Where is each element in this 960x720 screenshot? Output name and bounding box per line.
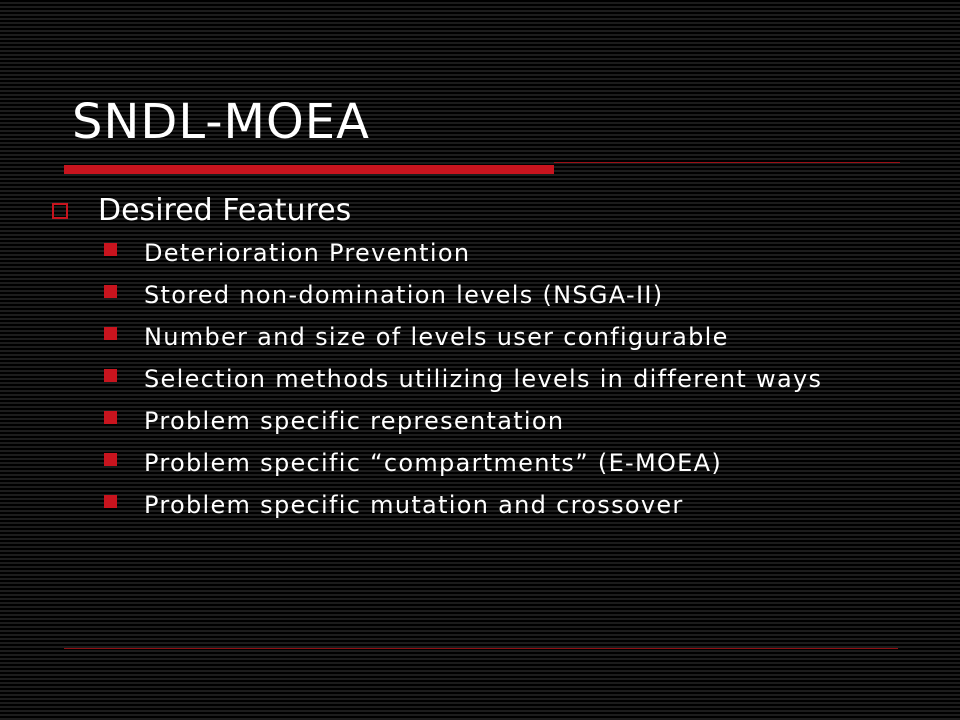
list-item-text: Problem specific representation xyxy=(144,407,565,435)
list-item-text: Stored non-domination levels (NSGA-II) xyxy=(144,281,664,309)
square-bullet-icon xyxy=(104,243,117,256)
footer-rule xyxy=(64,648,898,649)
list-item xyxy=(52,484,932,526)
square-bullet-icon xyxy=(104,453,117,466)
list-item-text: Problem specific “compartments” (E-MOEA) xyxy=(144,449,723,477)
slide-title: SNDL-MOEA xyxy=(72,94,370,150)
list-item xyxy=(52,232,932,274)
list-item xyxy=(52,316,932,358)
list-item-text: Selection methods utilizing levels in different ways xyxy=(144,365,823,393)
list-item xyxy=(52,274,932,316)
slide-body xyxy=(52,190,932,526)
list-item xyxy=(52,358,932,400)
hollow-square-bullet-icon xyxy=(52,203,68,219)
square-bullet-icon xyxy=(104,285,117,298)
list-item-text: Problem specific mutation and crossover xyxy=(144,491,684,519)
square-bullet-icon xyxy=(104,369,117,382)
list-item-text: Number and size of levels user configurable xyxy=(144,323,729,351)
feature-list xyxy=(52,232,932,526)
square-bullet-icon xyxy=(104,495,117,508)
section-heading-row xyxy=(52,190,932,232)
square-bullet-icon xyxy=(104,327,117,340)
title-underline-accent xyxy=(64,165,554,174)
list-item-text: Deterioration Prevention xyxy=(144,239,471,267)
list-item xyxy=(52,442,932,484)
list-item xyxy=(52,400,932,442)
title-underline-thin xyxy=(554,162,900,163)
square-bullet-icon xyxy=(104,411,117,424)
section-heading: Desired Features xyxy=(98,193,352,228)
